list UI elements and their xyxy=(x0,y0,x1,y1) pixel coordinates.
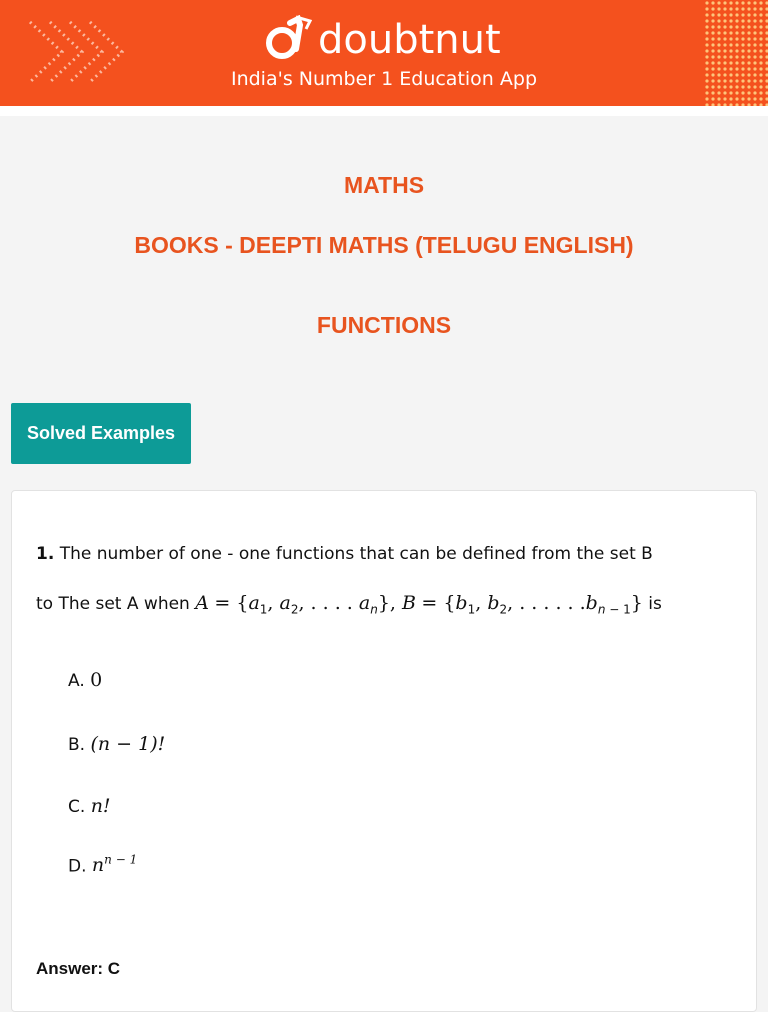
option-d[interactable] xyxy=(68,853,137,876)
chapter-heading: FUNCTIONS xyxy=(316,312,452,338)
dot-pattern-decoration-icon xyxy=(704,0,768,106)
answer-label: Answer: C xyxy=(36,959,121,978)
option-c-label: C. xyxy=(68,797,86,817)
question-number: 1. xyxy=(36,544,55,564)
tagline: India's Number 1 Education App xyxy=(230,68,538,90)
brand-logo[interactable] xyxy=(262,14,501,66)
book-heading: BOOKS - DEEPTI MATHS (TELUGU ENGLISH) xyxy=(134,232,634,258)
question-suffix: is xyxy=(648,594,662,614)
option-b-label: B. xyxy=(68,735,86,755)
option-c[interactable] xyxy=(68,795,111,817)
solved-examples-button[interactable]: Solved Examples xyxy=(11,403,191,464)
option-b[interactable] xyxy=(68,733,165,755)
question-text-line-1: The number of one - one functions that can be defined from the set B xyxy=(59,544,653,564)
option-a-value: 0 xyxy=(90,669,103,691)
doubtnut-logo-icon xyxy=(262,15,312,65)
brand-name: doubtnut xyxy=(318,17,501,63)
option-c-value: n! xyxy=(90,795,111,817)
option-a-label: A. xyxy=(68,671,85,691)
option-d-value: $n^{n - 1}$ xyxy=(91,853,138,877)
option-a[interactable] xyxy=(68,669,102,691)
option-d-label: D. xyxy=(68,856,87,877)
subject-heading: MATHS xyxy=(343,172,425,198)
banner-divider xyxy=(0,106,768,116)
set-definitions-formula: $A = \{a_1$, $a_2$, . . . . $a_n$}, $B = \{b_1$, $b_2$, . . . . . $.b_{n - 1}$} xyxy=(195,592,643,617)
header-banner xyxy=(0,0,768,106)
option-b-value: (n − 1)! xyxy=(90,733,166,755)
question-line-1 xyxy=(36,544,653,564)
question-card xyxy=(11,490,757,1012)
question-text-line-2: to The set A when xyxy=(36,594,190,614)
question-line-2 xyxy=(36,592,662,616)
